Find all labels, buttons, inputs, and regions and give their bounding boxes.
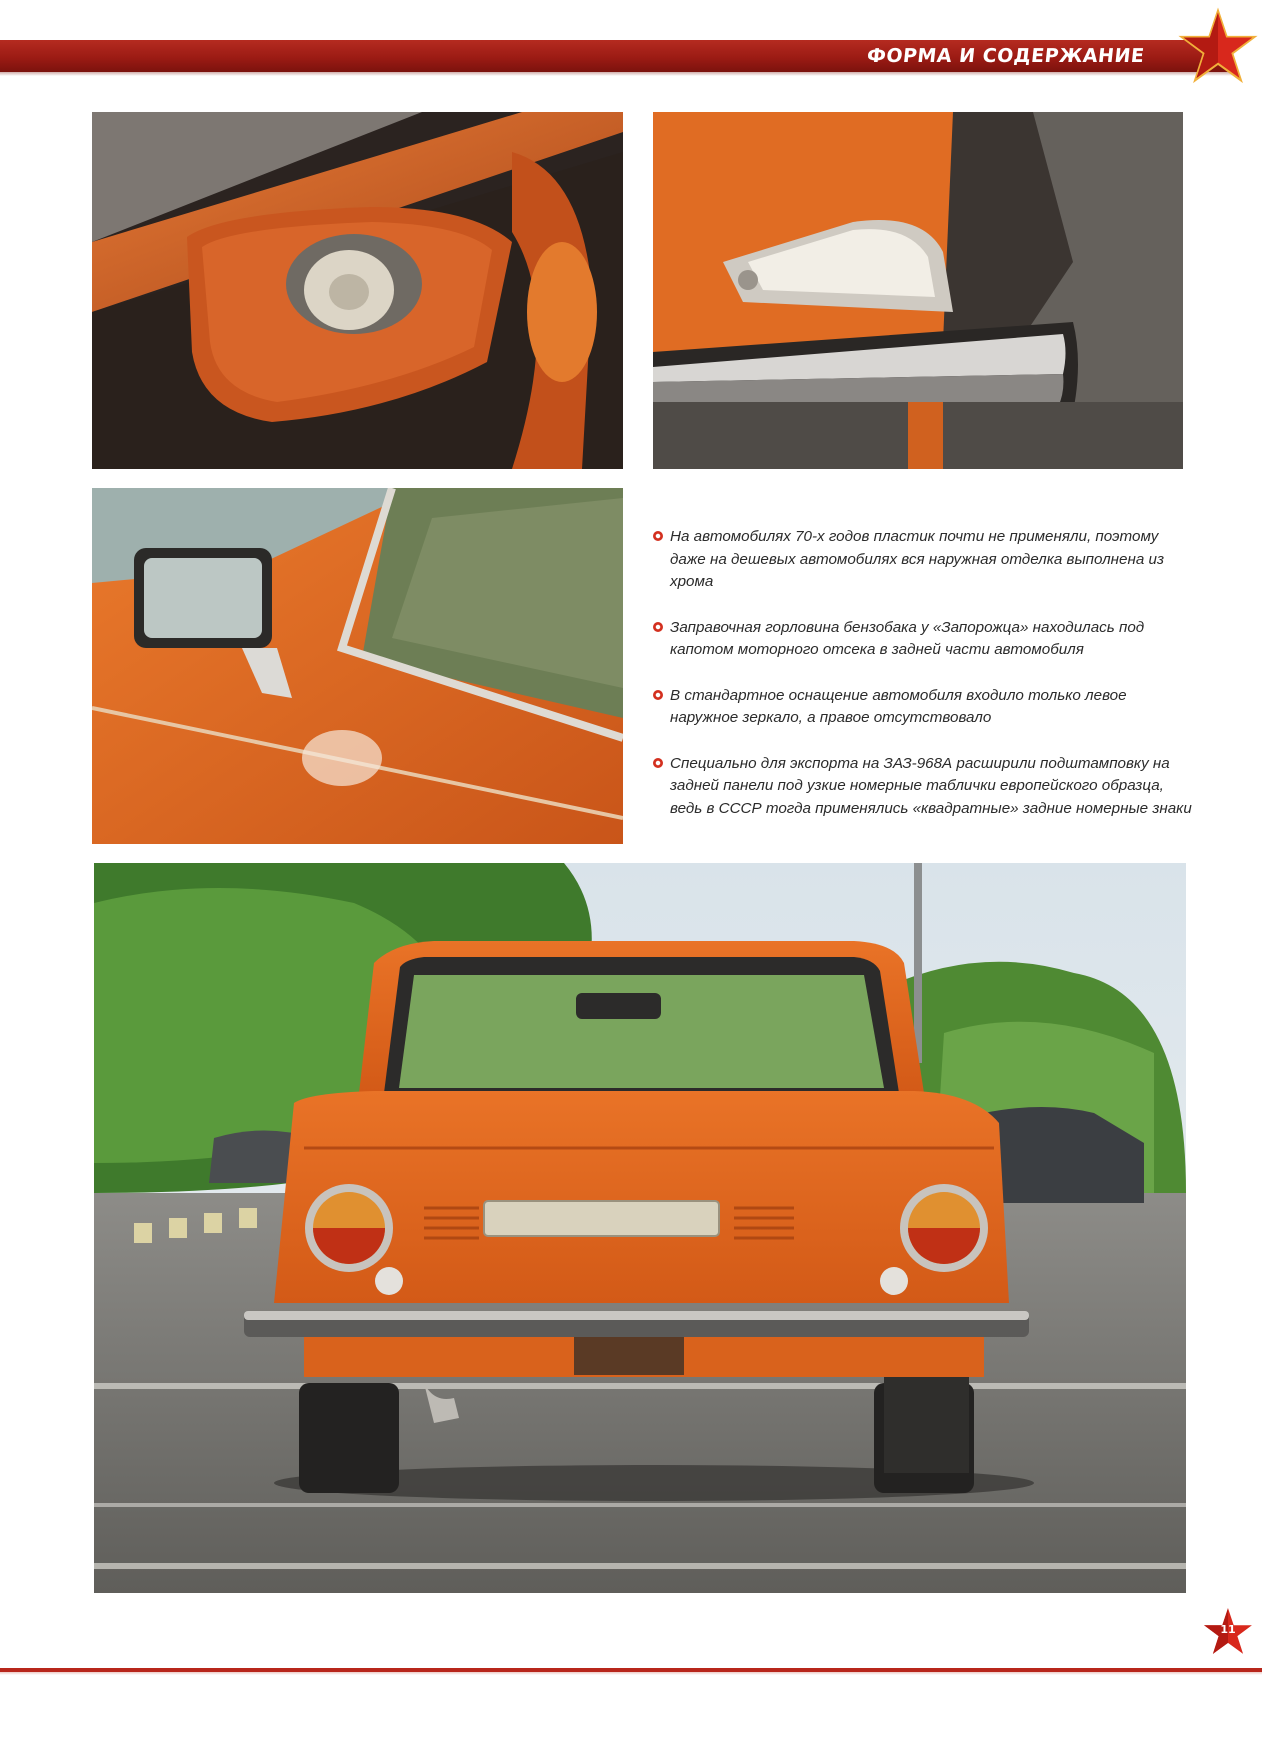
photo-captions — [652, 526, 1192, 843]
red-star-icon — [1175, 4, 1261, 90]
photo-fuel-filler — [92, 112, 623, 469]
caption-fuel-filler: Заправочная горловина бензобака у «Запорожца» находилась под капотом моторного отсека в задней части автомобиля — [652, 617, 1192, 662]
section-header-band — [0, 40, 1232, 72]
photo-rear-view — [94, 863, 1186, 1593]
caption-export-plate: Специально для экспорта на ЗАЗ-968А расширили подштамповку на задней панели под узкие номерные таблички европейского образца, ведь в СССР тогда применялись «квадратные» задние номерные знаки — [652, 753, 1192, 821]
photo-side-mirror — [92, 488, 623, 844]
footer-rule — [0, 1668, 1262, 1672]
caption-side-mirror: В стандартное оснащение автомобиля входило только левое наружное зеркало, а правое отсутствовало — [652, 685, 1192, 730]
photo-turn-signal — [653, 112, 1183, 469]
caption-chrome-trim: На автомобилях 70-х годов пластик почти не применяли, поэтому даже на дешевых автомобилях вся наружная отделка выполнена из хрома — [652, 526, 1192, 594]
page-number: 11 — [1220, 1623, 1236, 1636]
section-title: ФОРМА И СОДЕРЖАНИЕ — [865, 45, 1146, 67]
